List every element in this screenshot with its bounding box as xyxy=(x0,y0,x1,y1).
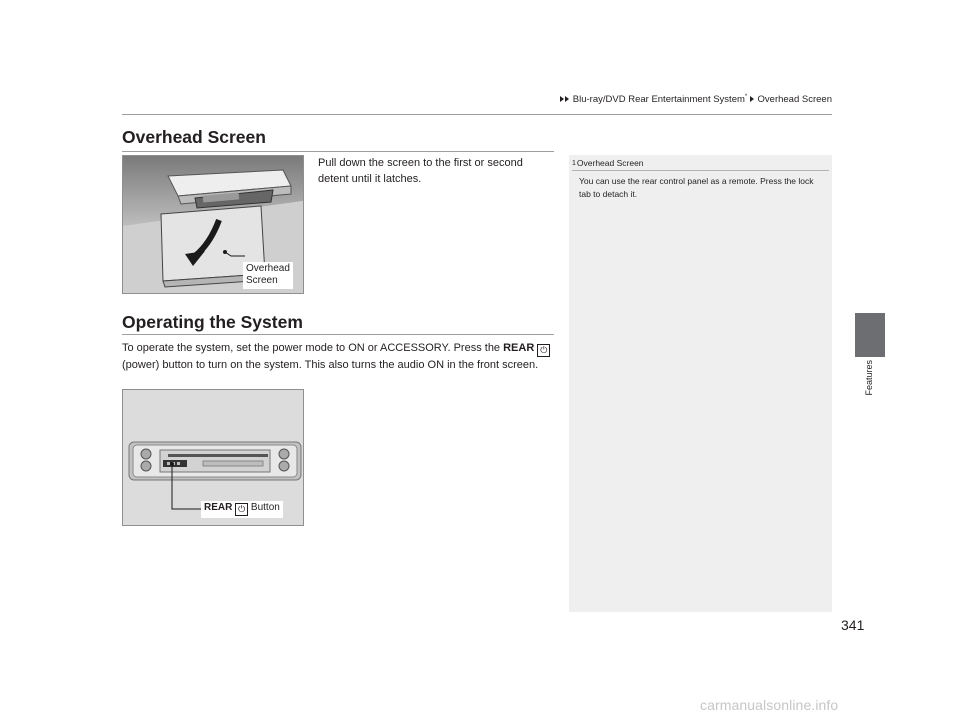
watermark: carmanualsonline.info xyxy=(700,697,839,713)
side-note-title: 1Overhead Screen xyxy=(572,158,644,168)
side-note-rule xyxy=(572,170,829,171)
arrow-right-icon xyxy=(750,96,754,102)
breadcrumb-page: Overhead Screen xyxy=(757,94,832,106)
chapter-tab[interactable] xyxy=(855,313,885,357)
arrow-right-icon xyxy=(565,96,569,102)
rear-button-callout: REAR ⏻ Button xyxy=(201,501,283,518)
breadcrumb-section: Blu-ray/DVD Rear Entertainment System xyxy=(572,94,745,106)
section-heading-operating: Operating the System xyxy=(122,312,303,332)
section-heading-overhead-screen: Overhead Screen xyxy=(122,127,266,147)
power-icon: ⏻ xyxy=(235,503,248,516)
side-note-panel xyxy=(569,155,832,612)
option-marker: * xyxy=(744,94,748,100)
chapter-tab-label: Features xyxy=(864,360,874,396)
overhead-screen-callout: Overhead Screen xyxy=(243,262,293,289)
heading-rule xyxy=(122,151,554,152)
breadcrumb xyxy=(560,94,832,105)
rear-control-panel-illustration xyxy=(122,389,304,526)
overhead-screen-illustration xyxy=(122,155,304,294)
operating-instruction: To operate the system, set the power mode to ON or ACCESSORY. Press the REAR ⏻(power) button to turn on the system. This also turns the audio ON in the front screen. xyxy=(122,340,556,373)
overhead-instruction: Pull down the screen to the first or second detent until it latches. xyxy=(318,157,523,185)
power-icon: ⏻ xyxy=(537,344,550,357)
heading-rule xyxy=(122,334,554,335)
page-number: 341 xyxy=(841,617,865,633)
arrow-right-icon xyxy=(560,96,564,102)
side-note-text: You can use the rear control panel as a remote. Press the lock tab to detach it. xyxy=(579,176,814,199)
header-rule xyxy=(122,114,832,115)
